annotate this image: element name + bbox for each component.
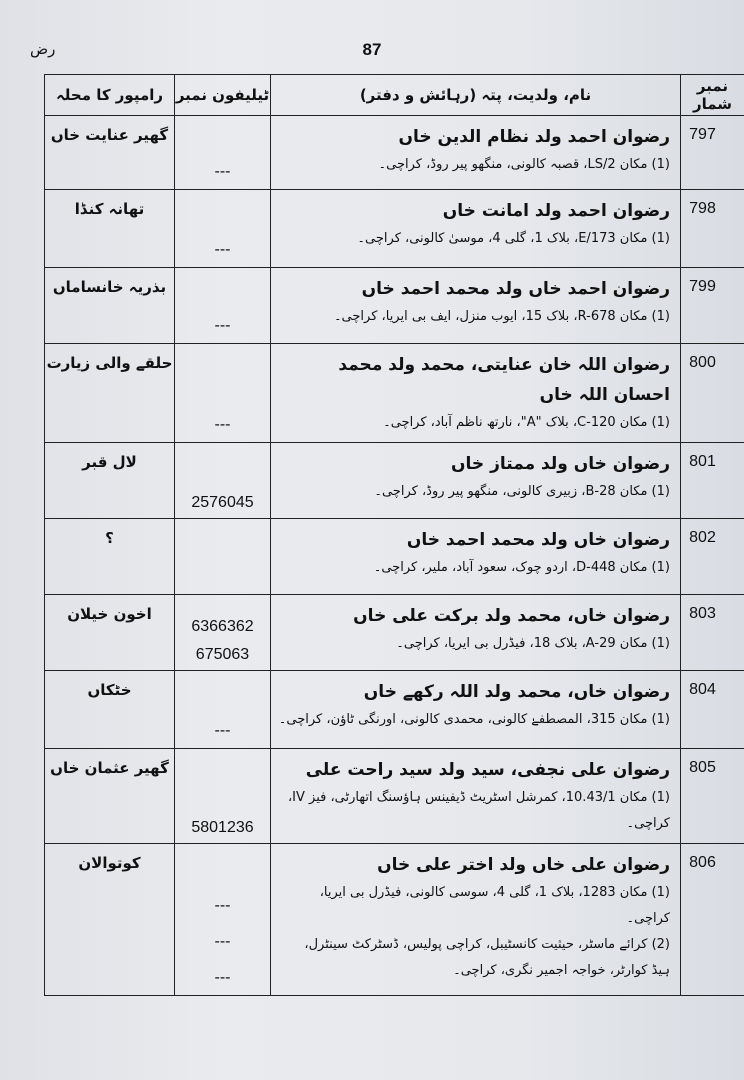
mohalla-cell: بذریہ خانساماں xyxy=(45,268,175,344)
address-line: ہیڈ کوارٹر، خواجہ اجمیر نگری، کراچی۔ xyxy=(453,963,670,978)
name-address-cell xyxy=(271,268,681,344)
person-name: رضوان خاں ولد ممتاز خاں xyxy=(451,454,670,474)
address-line: (2) کرائے ماسٹر، حیثیت کانسٹیبل، کراچی پولیس، ڈسٹرکٹ سینٹرل، xyxy=(304,937,670,952)
table-row xyxy=(45,671,744,749)
table-row xyxy=(45,844,744,996)
phone-number: 6366362 xyxy=(191,618,254,635)
phone-cell xyxy=(175,844,271,996)
address-line: (1) مکان E/173، بلاک 1، گلی 4، موسیٰ کالونی، کراچی۔ xyxy=(357,231,670,246)
phone-cell xyxy=(175,519,271,595)
serial-number: 804 xyxy=(681,671,744,749)
serial-number: 806 xyxy=(681,844,744,996)
mohalla-cell: خٹکاں xyxy=(45,671,175,749)
mohalla-cell: اخون خیلان xyxy=(45,595,175,671)
address-line: (1) مکان C-120، بلاک "A"، نارتھ ناظم آباد، کراچی۔ xyxy=(383,415,670,430)
phone-cell xyxy=(175,749,271,844)
mohalla-cell: ؟ xyxy=(45,519,175,595)
person-name: رضوان خاں، محمد ولد اللہ رکھے خاں xyxy=(363,682,670,702)
serial-number: 800 xyxy=(681,344,744,443)
address-line: (1) مکان 10.43/1، کمرشل اسٹریٹ ڈیفینس ہاؤسنگ اتھارٹی، فیز IV، کراچی۔ xyxy=(287,790,670,831)
register-table xyxy=(44,74,744,996)
name-address-cell xyxy=(271,519,681,595)
serial-number: 803 xyxy=(681,595,744,671)
person-name: رضوان علی خاں ولد اختر علی خاں xyxy=(377,855,670,875)
table-row xyxy=(45,749,744,844)
phone-dash: --- xyxy=(214,317,231,334)
header-row xyxy=(45,75,744,116)
phone-cell xyxy=(175,344,271,443)
serial-number: 797 xyxy=(681,116,744,190)
person-name: رضوان احمد ولد نظام الدین خاں xyxy=(398,127,670,147)
phone-dash: --- xyxy=(214,163,231,180)
name-address-cell xyxy=(271,749,681,844)
phone-dash: --- xyxy=(214,969,231,986)
mohalla-cell: تھانہ کنڈا xyxy=(45,190,175,268)
table-row xyxy=(45,268,744,344)
phone-number: 2576045 xyxy=(191,494,254,511)
name-address-cell xyxy=(271,116,681,190)
serial-number: 798 xyxy=(681,190,744,268)
mohalla-cell: حلقے والی زیارت xyxy=(45,344,175,443)
phone-cell xyxy=(175,443,271,519)
address-line: (1) مکان D-448، اردو چوک، سعود آباد، ملیر، کراچی۔ xyxy=(373,560,670,575)
address-line: (1) مکان B-28، زبیری کالونی، منگھو پیر روڈ، کراچی۔ xyxy=(374,484,670,499)
page-number: 87 xyxy=(362,40,382,59)
person-name: رضوان خاں ولد محمد احمد خاں xyxy=(406,530,670,550)
mohalla-cell: لال قبر xyxy=(45,443,175,519)
mohalla-cell: گھیر عنایت خاں xyxy=(45,116,175,190)
name-address-cell xyxy=(271,595,681,671)
phone-dash: --- xyxy=(214,416,231,433)
person-name: رضوان اللہ خان عنایتی، محمد ولد محمد احسان اللہ خاں xyxy=(338,355,670,405)
address-line: (1) مکان 315، المصطفےٰ کالونی، محمدی کالونی، اورنگی ٹاؤن، کراچی۔ xyxy=(278,712,670,727)
phone-dash: --- xyxy=(214,241,231,258)
name-address-cell xyxy=(271,344,681,443)
name-address-cell xyxy=(271,844,681,996)
mohalla-cell: کوتوالان xyxy=(45,844,175,996)
table-row xyxy=(45,443,744,519)
mohalla-cell: گھیر عثمان خاں xyxy=(45,749,175,844)
phone-number: 5801236 xyxy=(191,819,254,836)
serial-number: 799 xyxy=(681,268,744,344)
header-name: نام، ولدیت، پتہ (رہائش و دفتر) xyxy=(271,75,681,116)
phone-cell xyxy=(175,116,271,190)
phone-cell xyxy=(175,268,271,344)
serial-number: 801 xyxy=(681,443,744,519)
header-phone: ٹیلیفون نمبر xyxy=(175,75,271,116)
serial-number: 802 xyxy=(681,519,744,595)
phone-dash: --- xyxy=(214,897,231,914)
header-mohalla: رامپور کا محلہ xyxy=(45,75,175,116)
table-row xyxy=(45,595,744,671)
address-line: (1) مکان LS/2، قصبہ کالونی، منگھو پیر روڈ، کراچی۔ xyxy=(378,157,670,172)
corner-mark: رض xyxy=(30,40,56,58)
person-name: رضوان احمد خاں ولد محمد احمد خاں xyxy=(361,279,670,299)
table-row xyxy=(45,519,744,595)
serial-number: 805 xyxy=(681,749,744,844)
address-line: (1) مکان A-29، بلاک 18، فیڈرل بی ایریا، کراچی۔ xyxy=(396,636,670,651)
table-body xyxy=(45,116,744,996)
person-name: رضوان احمد ولد امانت خاں xyxy=(442,201,670,221)
address-line: (1) مکان 1283، بلاک 1، گلی 4، سوسی کالونی، فیڈرل بی ایریا، کراچی۔ xyxy=(319,885,670,926)
phone-dash: --- xyxy=(214,722,231,739)
name-address-cell xyxy=(271,671,681,749)
name-address-cell xyxy=(271,190,681,268)
address-line: (1) مکان R-678، بلاک 15، ایوب منزل، ایف بی ایریا، کراچی۔ xyxy=(333,309,670,324)
phone-cell xyxy=(175,595,271,671)
phone-cell xyxy=(175,190,271,268)
phone-dash: --- xyxy=(214,933,231,950)
name-address-cell xyxy=(271,443,681,519)
table-row xyxy=(45,344,744,443)
person-name: رضوان خاں، محمد ولد برکت علی خاں xyxy=(353,606,670,626)
person-name: رضوان علی نجفی، سید ولد سید راحت علی xyxy=(305,760,670,780)
table-row xyxy=(45,116,744,190)
phone-cell xyxy=(175,671,271,749)
header-serial: نمبر شمار xyxy=(681,75,744,116)
phone-number: 675063 xyxy=(195,646,250,663)
table-row xyxy=(45,190,744,268)
